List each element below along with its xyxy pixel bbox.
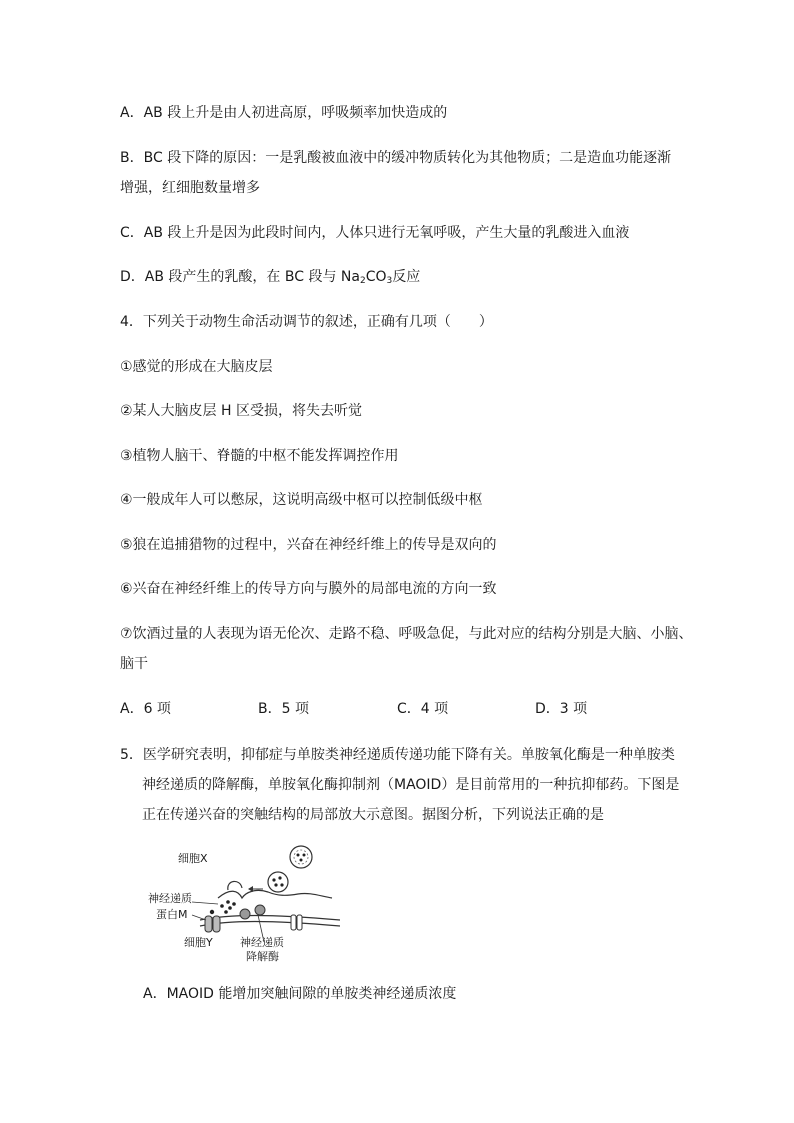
label-neurotransmitter: 神经递质 (148, 892, 192, 905)
synaptic-vesicle (268, 872, 288, 892)
transmitter-dot (232, 902, 236, 906)
q3-option-d (120, 267, 420, 287)
q3-option-d-text: D．AB 段产生的乳酸，在 BC 段与 Na (120, 269, 360, 285)
q4-item-6: ⑥兴奋在神经纤维上的传导方向与膜外的局部电流的方向一致 (120, 581, 497, 597)
leader-line (192, 915, 206, 920)
q4-item-3: ③植物人脑干、脊髓的中枢不能发挥调控作用 (120, 448, 399, 464)
enzyme (240, 909, 250, 919)
transmitter-dot (224, 910, 228, 914)
q5-stem-line2: 神经递质的降解酶，单胺氧化酶抑制剂（MAOID）是目前常用的一种抗抑郁药。下图是 (142, 777, 680, 793)
q4-stem: 4．下列关于动物生命活动调节的叙述，正确有几项（ ） (120, 314, 493, 330)
vesicle-dot (278, 876, 281, 879)
fusing-vesicle (228, 881, 242, 890)
bound-transmitter (210, 910, 214, 914)
protein-m-receptor (213, 916, 220, 932)
vesicle-dot (297, 854, 300, 857)
q4-option-b: B．5 项 (258, 701, 309, 717)
formula-subscript: 3 (386, 276, 393, 286)
postsynaptic-membrane-inner (200, 922, 340, 927)
label-enzyme-line2: 降解酶 (246, 950, 279, 963)
vesicle-dot (274, 883, 277, 886)
formula-subscript: 2 (359, 276, 366, 286)
q5-stem-line1: 5．医学研究表明，抑郁症与单胺类神经递质传递功能下降有关。单胺氧化酶是一种单胺类 (120, 747, 675, 763)
protein-m-receptor (205, 916, 212, 932)
label-protein-m: 蛋白M (156, 908, 188, 921)
q4-item-5: ⑤狼在追捕猎物的过程中，兴奋在神经纤维上的传导是双向的 (120, 537, 497, 553)
q3-option-a: A．AB 段上升是由人初进高原，呼吸频率加快造成的 (120, 105, 448, 121)
q4-item-2: ②某人大脑皮层 H 区受损，将失去听觉 (120, 403, 362, 419)
synaptic-vesicle-top (290, 846, 312, 868)
vesicle-dot (303, 854, 306, 857)
vesicle-dot (300, 859, 303, 862)
vesicle-dot (272, 878, 275, 881)
q4-item-4: ④一般成年人可以憋尿，这说明高级中枢可以控制低级中枢 (120, 492, 483, 508)
transmitter-dot (220, 904, 224, 908)
leader-line (192, 902, 218, 904)
label-cell-y: 细胞Y (184, 936, 213, 949)
q4-option-a: A．6 项 (120, 701, 171, 717)
q4-item-7-cont: 脑干 (120, 656, 148, 672)
label-enzyme-line1: 神经递质 (240, 936, 284, 949)
channel-protein (291, 915, 296, 930)
transmitter-dot (228, 906, 232, 910)
transmitter-dot (226, 900, 230, 904)
q4-option-d: D．3 项 (535, 701, 588, 717)
channel-protein (297, 915, 302, 930)
q3-option-d-end: 反应 (392, 269, 421, 285)
q3-option-b-line1: B．BC 段下降的原因：一是乳酸被血液中的缓冲物质转化为其他物质；二是造血功能逐渐 (120, 150, 672, 166)
formula-text: CO (365, 269, 387, 285)
vesicle-dot (280, 883, 283, 886)
synapse-diagram (148, 840, 350, 980)
q5-option-a: A．MAOID 能增加突触间隙的单胺类神经递质浓度 (143, 986, 457, 1002)
q4-item-1: ①感觉的形成在大脑皮层 (120, 359, 273, 375)
q4-item-7: ⑦饮酒过量的人表现为语无伦次、走路不稳、呼吸急促，与此对应的结构分别是大脑、小脑、 (120, 626, 693, 642)
q4-option-c: C．4 项 (397, 701, 449, 717)
q3-option-b-line2: 增强，红细胞数量增多 (120, 180, 260, 196)
enzyme (255, 905, 265, 915)
q3-option-c: C．AB 段上升是因为此段时间内，人体只进行无氧呼吸，产生大量的乳酸进入血液 (120, 225, 630, 241)
postsynaptic-membrane-outer (200, 916, 340, 921)
label-cell-x: 细胞X (178, 852, 208, 865)
q5-stem-line3: 正在传递兴奋的突触结构的局部放大示意图。据图分析，下列说法正确的是 (142, 807, 604, 823)
